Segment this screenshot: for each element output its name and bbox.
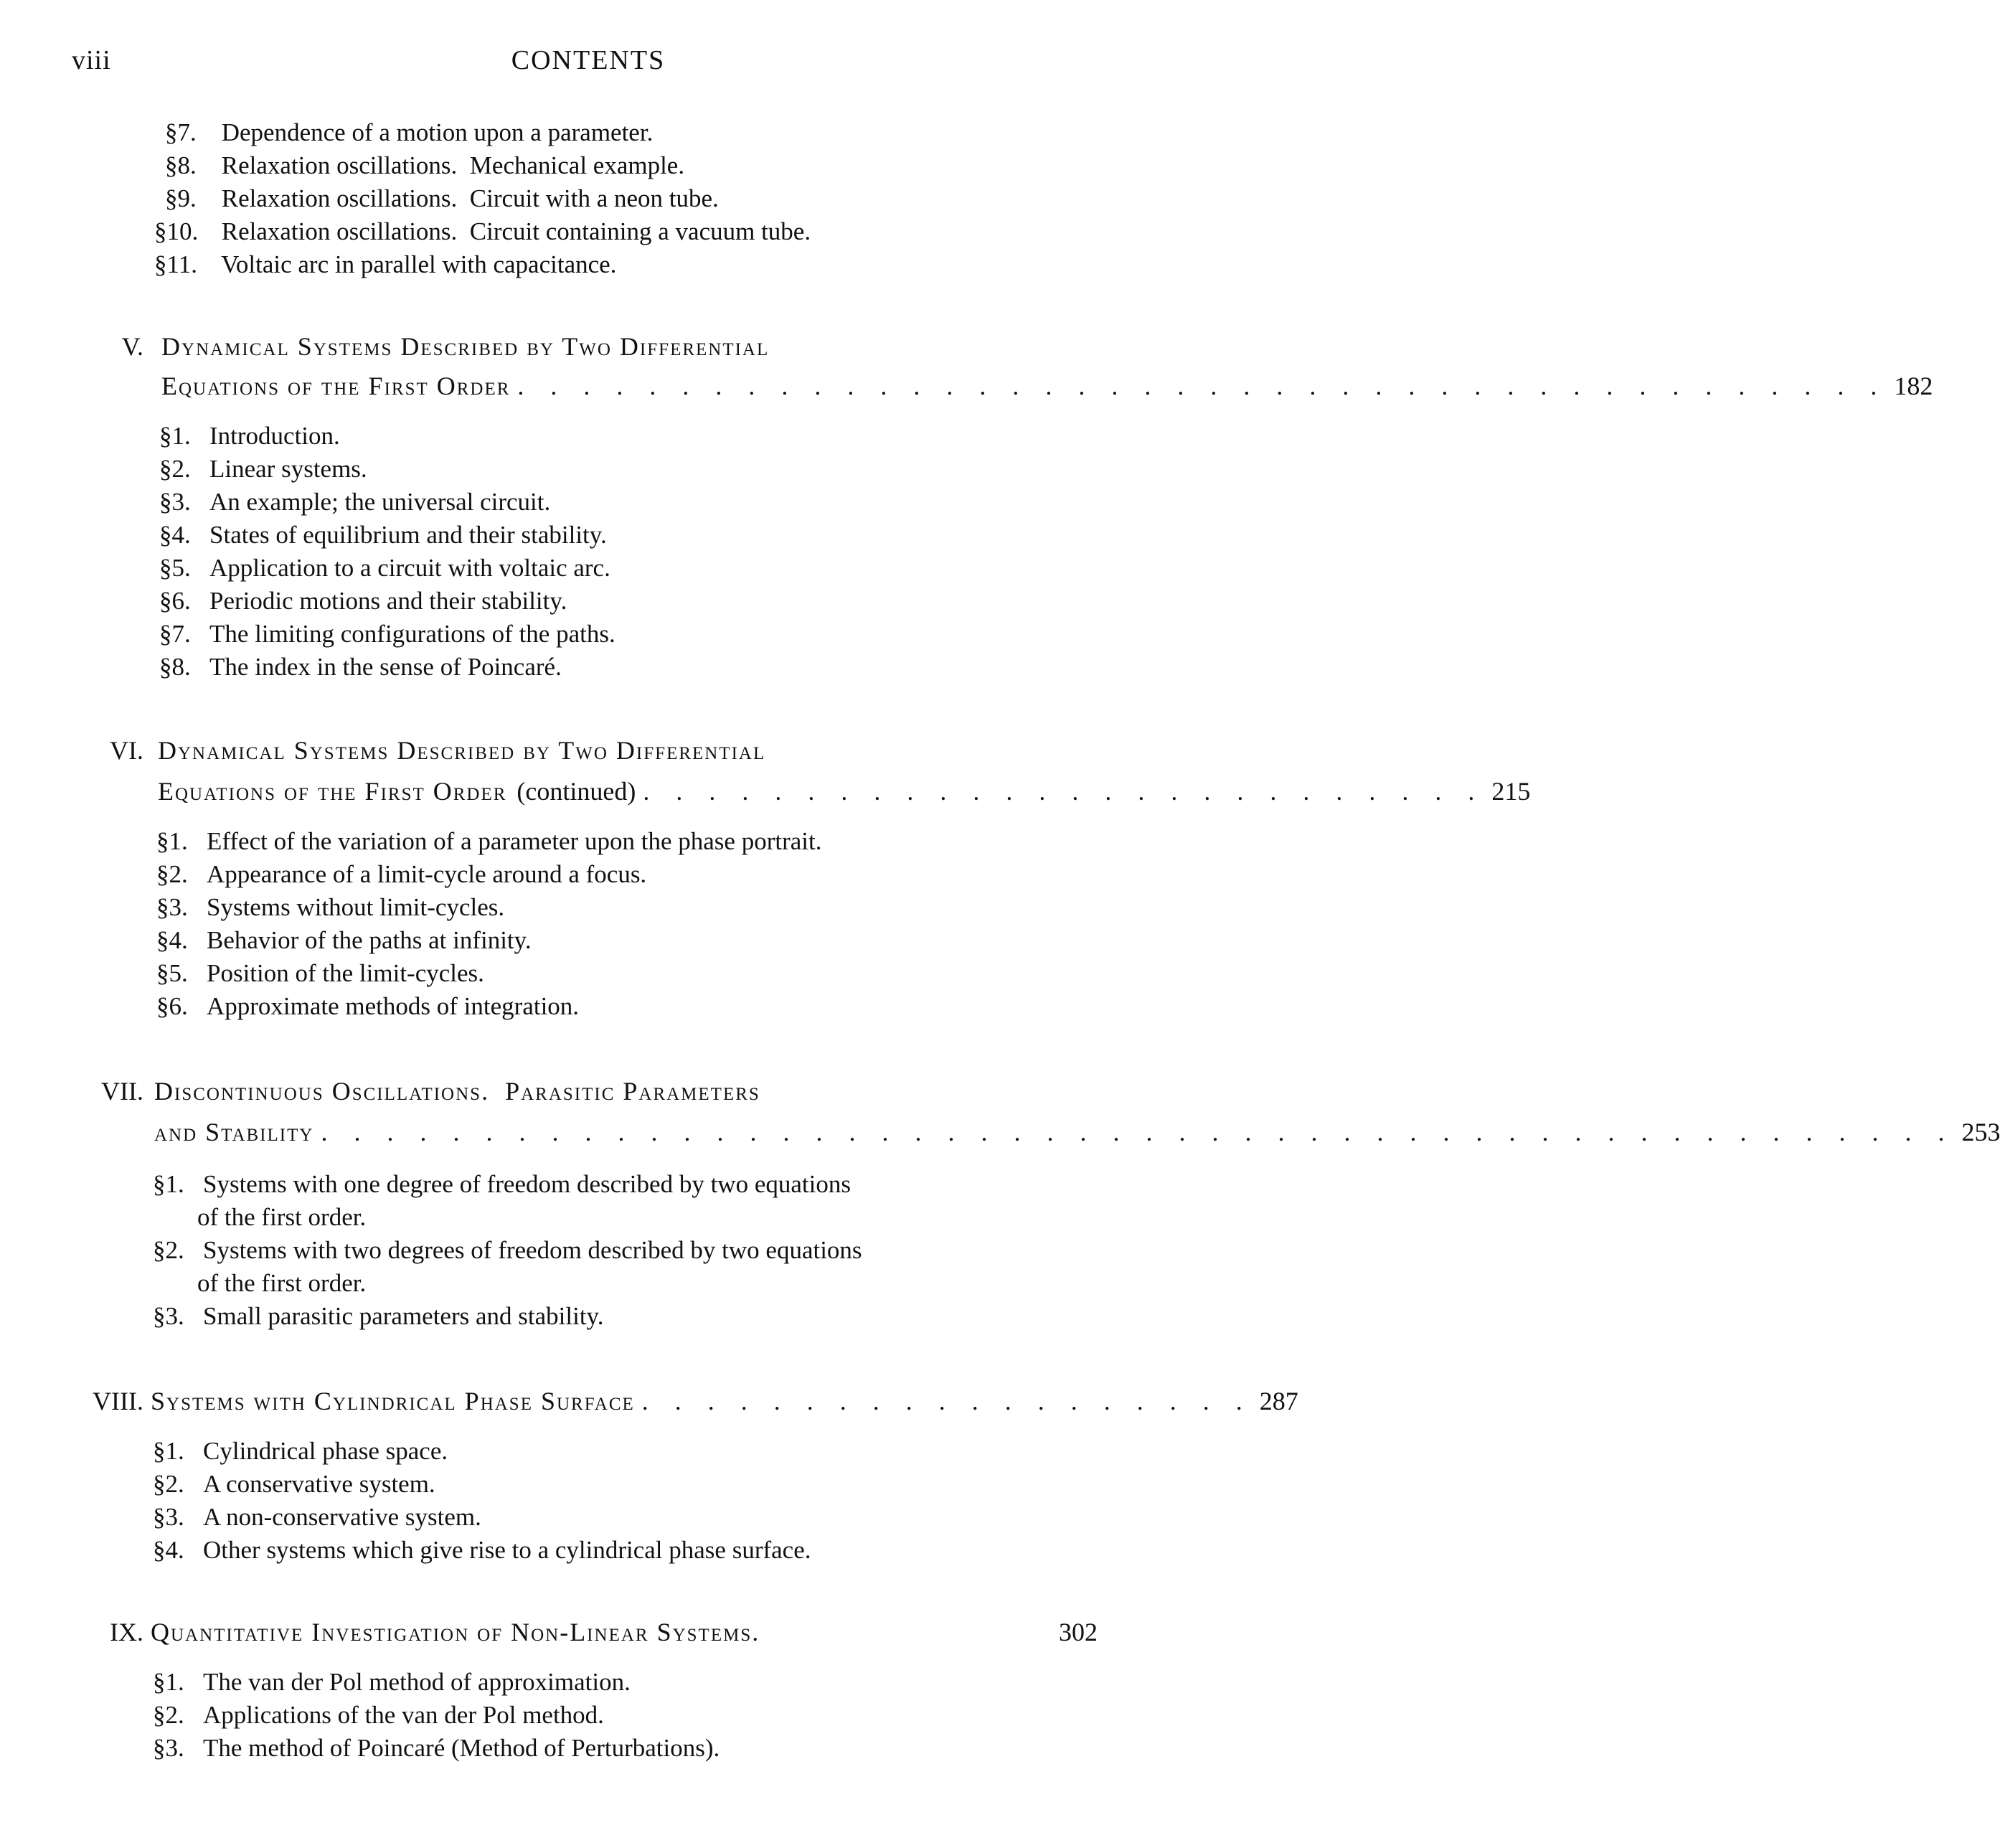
section-title: Introduction. — [209, 422, 340, 450]
section-title: An example; the universal circuit. — [209, 488, 551, 516]
section-title: Application to a circuit with voltaic arc. — [209, 554, 610, 582]
chapter-title-line2 — [158, 771, 1531, 811]
section-entry — [156, 891, 504, 924]
section-title: Dependence of a motion upon a parameter. — [221, 118, 654, 146]
page-title: CONTENTS — [511, 45, 666, 75]
section-entry — [165, 116, 653, 149]
dot-leader: . . . . . . . . . . . . . . . . . . . . . . . . . . . . . . . . . . . . . . . . . . . . . . . . . . — [321, 1118, 1955, 1146]
section-title: A non-conservative system. — [203, 1503, 481, 1531]
section-entry — [156, 957, 484, 990]
section-entry — [156, 990, 579, 1023]
dot-leader: . . . . . . . . . . . . . . . . . . . . . . . . . . . . . . . . . . . . . . . . . . — [517, 372, 1887, 400]
section-entry — [165, 182, 719, 215]
section-entry — [156, 924, 532, 957]
chapter-title-line2 — [154, 1112, 2000, 1152]
section-number: §1. — [153, 1437, 184, 1465]
section-title: Linear systems. — [209, 455, 367, 483]
section-title: Periodic motions and their stability. — [209, 587, 567, 615]
chapter-page-number: 215 — [1491, 777, 1531, 806]
chapter-page-number: 182 — [1894, 372, 1933, 400]
section-number: §3. — [153, 1302, 184, 1330]
section-title: The van der Pol method of approximation. — [203, 1668, 631, 1696]
chapter-title-text: Equations of the First Order — [158, 777, 507, 806]
chapter-title-line2 — [151, 1612, 1098, 1652]
section-title: Relaxation oscillations. Circuit with a neon tube. — [221, 184, 719, 212]
section-entry — [153, 1468, 435, 1501]
chapter-numeral: VII. — [101, 1077, 143, 1106]
section-entry — [159, 453, 367, 486]
section-number: §3. — [156, 893, 188, 921]
section-entry — [159, 420, 340, 453]
section-entry — [159, 486, 550, 519]
section-number: §3. — [153, 1734, 184, 1762]
section-title: Voltaic arc in parallel with capacitance. — [221, 250, 617, 278]
section-title: Relaxation oscillations. Mechanical example. — [221, 151, 685, 179]
section-title: The method of Poincaré (Method of Perturbations). — [203, 1734, 720, 1762]
section-entry — [153, 1666, 631, 1699]
folio-number: viii — [72, 45, 111, 75]
section-number: §3. — [159, 488, 191, 516]
chapter-title-line1: Dynamical Systems Described by Two Differential — [158, 736, 766, 765]
chapter-page-number: 302 — [1059, 1618, 1098, 1646]
chapter-title-line1: Discontinuous Oscillations. Parasitic Parameters — [154, 1077, 760, 1106]
section-title: Appearance of a limit-cycle around a focus. — [207, 860, 647, 888]
section-entry — [153, 1534, 811, 1567]
section-number: §8. — [159, 653, 191, 681]
section-number: §2. — [159, 455, 191, 483]
section-number: §2. — [153, 1470, 184, 1498]
section-number: §2. — [153, 1236, 184, 1264]
section-number: §5. — [156, 959, 188, 987]
chapter-numeral: IX. — [110, 1618, 143, 1646]
section-title: A conservative system. — [203, 1470, 435, 1498]
section-entry — [153, 1699, 604, 1732]
section-entry — [154, 248, 616, 281]
section-continuation: of the first order. — [197, 1269, 367, 1297]
section-number: §5. — [159, 554, 191, 582]
section-entry — [153, 1435, 448, 1468]
section-title: Approximate methods of integration. — [207, 992, 580, 1020]
section-entry — [153, 1234, 862, 1267]
section-title: The limiting configurations of the paths. — [209, 620, 615, 648]
section-entry — [159, 519, 607, 552]
section-number: §11. — [154, 250, 197, 278]
section-entry — [159, 552, 610, 585]
section-title: Cylindrical phase space. — [203, 1437, 448, 1465]
chapter-title-text: Quantitative Investigation of Non-Linear Systems. — [151, 1618, 760, 1646]
chapter-numeral: VI. — [110, 736, 143, 765]
section-entry — [159, 585, 567, 618]
chapter-title-text: and Stability — [154, 1118, 314, 1146]
section-entry — [153, 1732, 720, 1765]
section-number: §7. — [165, 118, 197, 146]
section-title: Behavior of the paths at infinity. — [207, 926, 532, 954]
section-entry — [153, 1501, 481, 1534]
section-number: §10. — [154, 217, 199, 245]
section-entry — [154, 215, 811, 248]
section-number: §1. — [153, 1170, 184, 1198]
section-title: Effect of the variation of a parameter upon the phase portrait. — [207, 827, 822, 855]
section-number: §4. — [156, 926, 188, 954]
section-number: §1. — [153, 1668, 184, 1696]
section-title: Systems without limit-cycles. — [207, 893, 505, 921]
section-entry — [159, 651, 562, 684]
section-number: §6. — [156, 992, 188, 1020]
section-title: Other systems which give rise to a cylindrical phase surface. — [203, 1536, 811, 1564]
chapter-title-text: Systems with Cylindrical Phase Surface — [151, 1387, 635, 1415]
section-entry — [159, 618, 615, 651]
section-number: §4. — [153, 1536, 184, 1564]
chapter-page-number: 287 — [1259, 1387, 1298, 1415]
section-title: Small parasitic parameters and stability. — [203, 1302, 604, 1330]
chapter-page-number: 253 — [1961, 1118, 2000, 1146]
section-title: Relaxation oscillations. Circuit containing a vacuum tube. — [221, 217, 811, 245]
section-title: Applications of the van der Pol method. — [203, 1701, 604, 1729]
section-number: §3. — [153, 1503, 184, 1531]
section-entry — [153, 1168, 851, 1201]
section-number: §1. — [159, 422, 191, 450]
section-title: Position of the limit-cycles. — [207, 959, 484, 987]
section-title: Systems with two degrees of freedom described by two equations — [203, 1236, 862, 1264]
chapter-numeral: V. — [121, 332, 143, 361]
dot-leader: . . . . . . . . . . . . . . . . . . . . . . . . . . — [643, 777, 1485, 806]
section-number: §9. — [165, 184, 197, 212]
section-title: Systems with one degree of freedom described by two equations — [203, 1170, 851, 1198]
running-head — [72, 44, 1105, 88]
chapter-numeral: VIII. — [93, 1387, 143, 1415]
section-number: §6. — [159, 587, 191, 615]
section-title: States of equilibrium and their stability. — [209, 521, 607, 549]
section-number: §2. — [156, 860, 188, 888]
section-entry — [156, 858, 646, 891]
section-entry — [156, 825, 821, 858]
section-number: §2. — [153, 1701, 184, 1729]
section-number: §7. — [159, 620, 191, 648]
chapter-title-text: Equations of the First Order — [161, 372, 511, 400]
section-continuation: of the first order. — [197, 1203, 367, 1231]
chapter-title-line2 — [151, 1381, 1298, 1421]
section-number: §1. — [156, 827, 188, 855]
chapter-title-suffix: (continued) — [516, 777, 636, 806]
chapter-title-line1: Dynamical Systems Described by Two Differential — [161, 332, 770, 361]
section-entry — [165, 149, 684, 182]
section-number: §4. — [159, 521, 191, 549]
section-entry — [153, 1300, 604, 1333]
section-title: The index in the sense of Poincaré. — [209, 653, 562, 681]
chapter-title-line2 — [161, 366, 1933, 406]
dot-leader: . . . . . . . . . . . . . . . . . . . — [641, 1387, 1253, 1415]
section-number: §8. — [165, 151, 197, 179]
